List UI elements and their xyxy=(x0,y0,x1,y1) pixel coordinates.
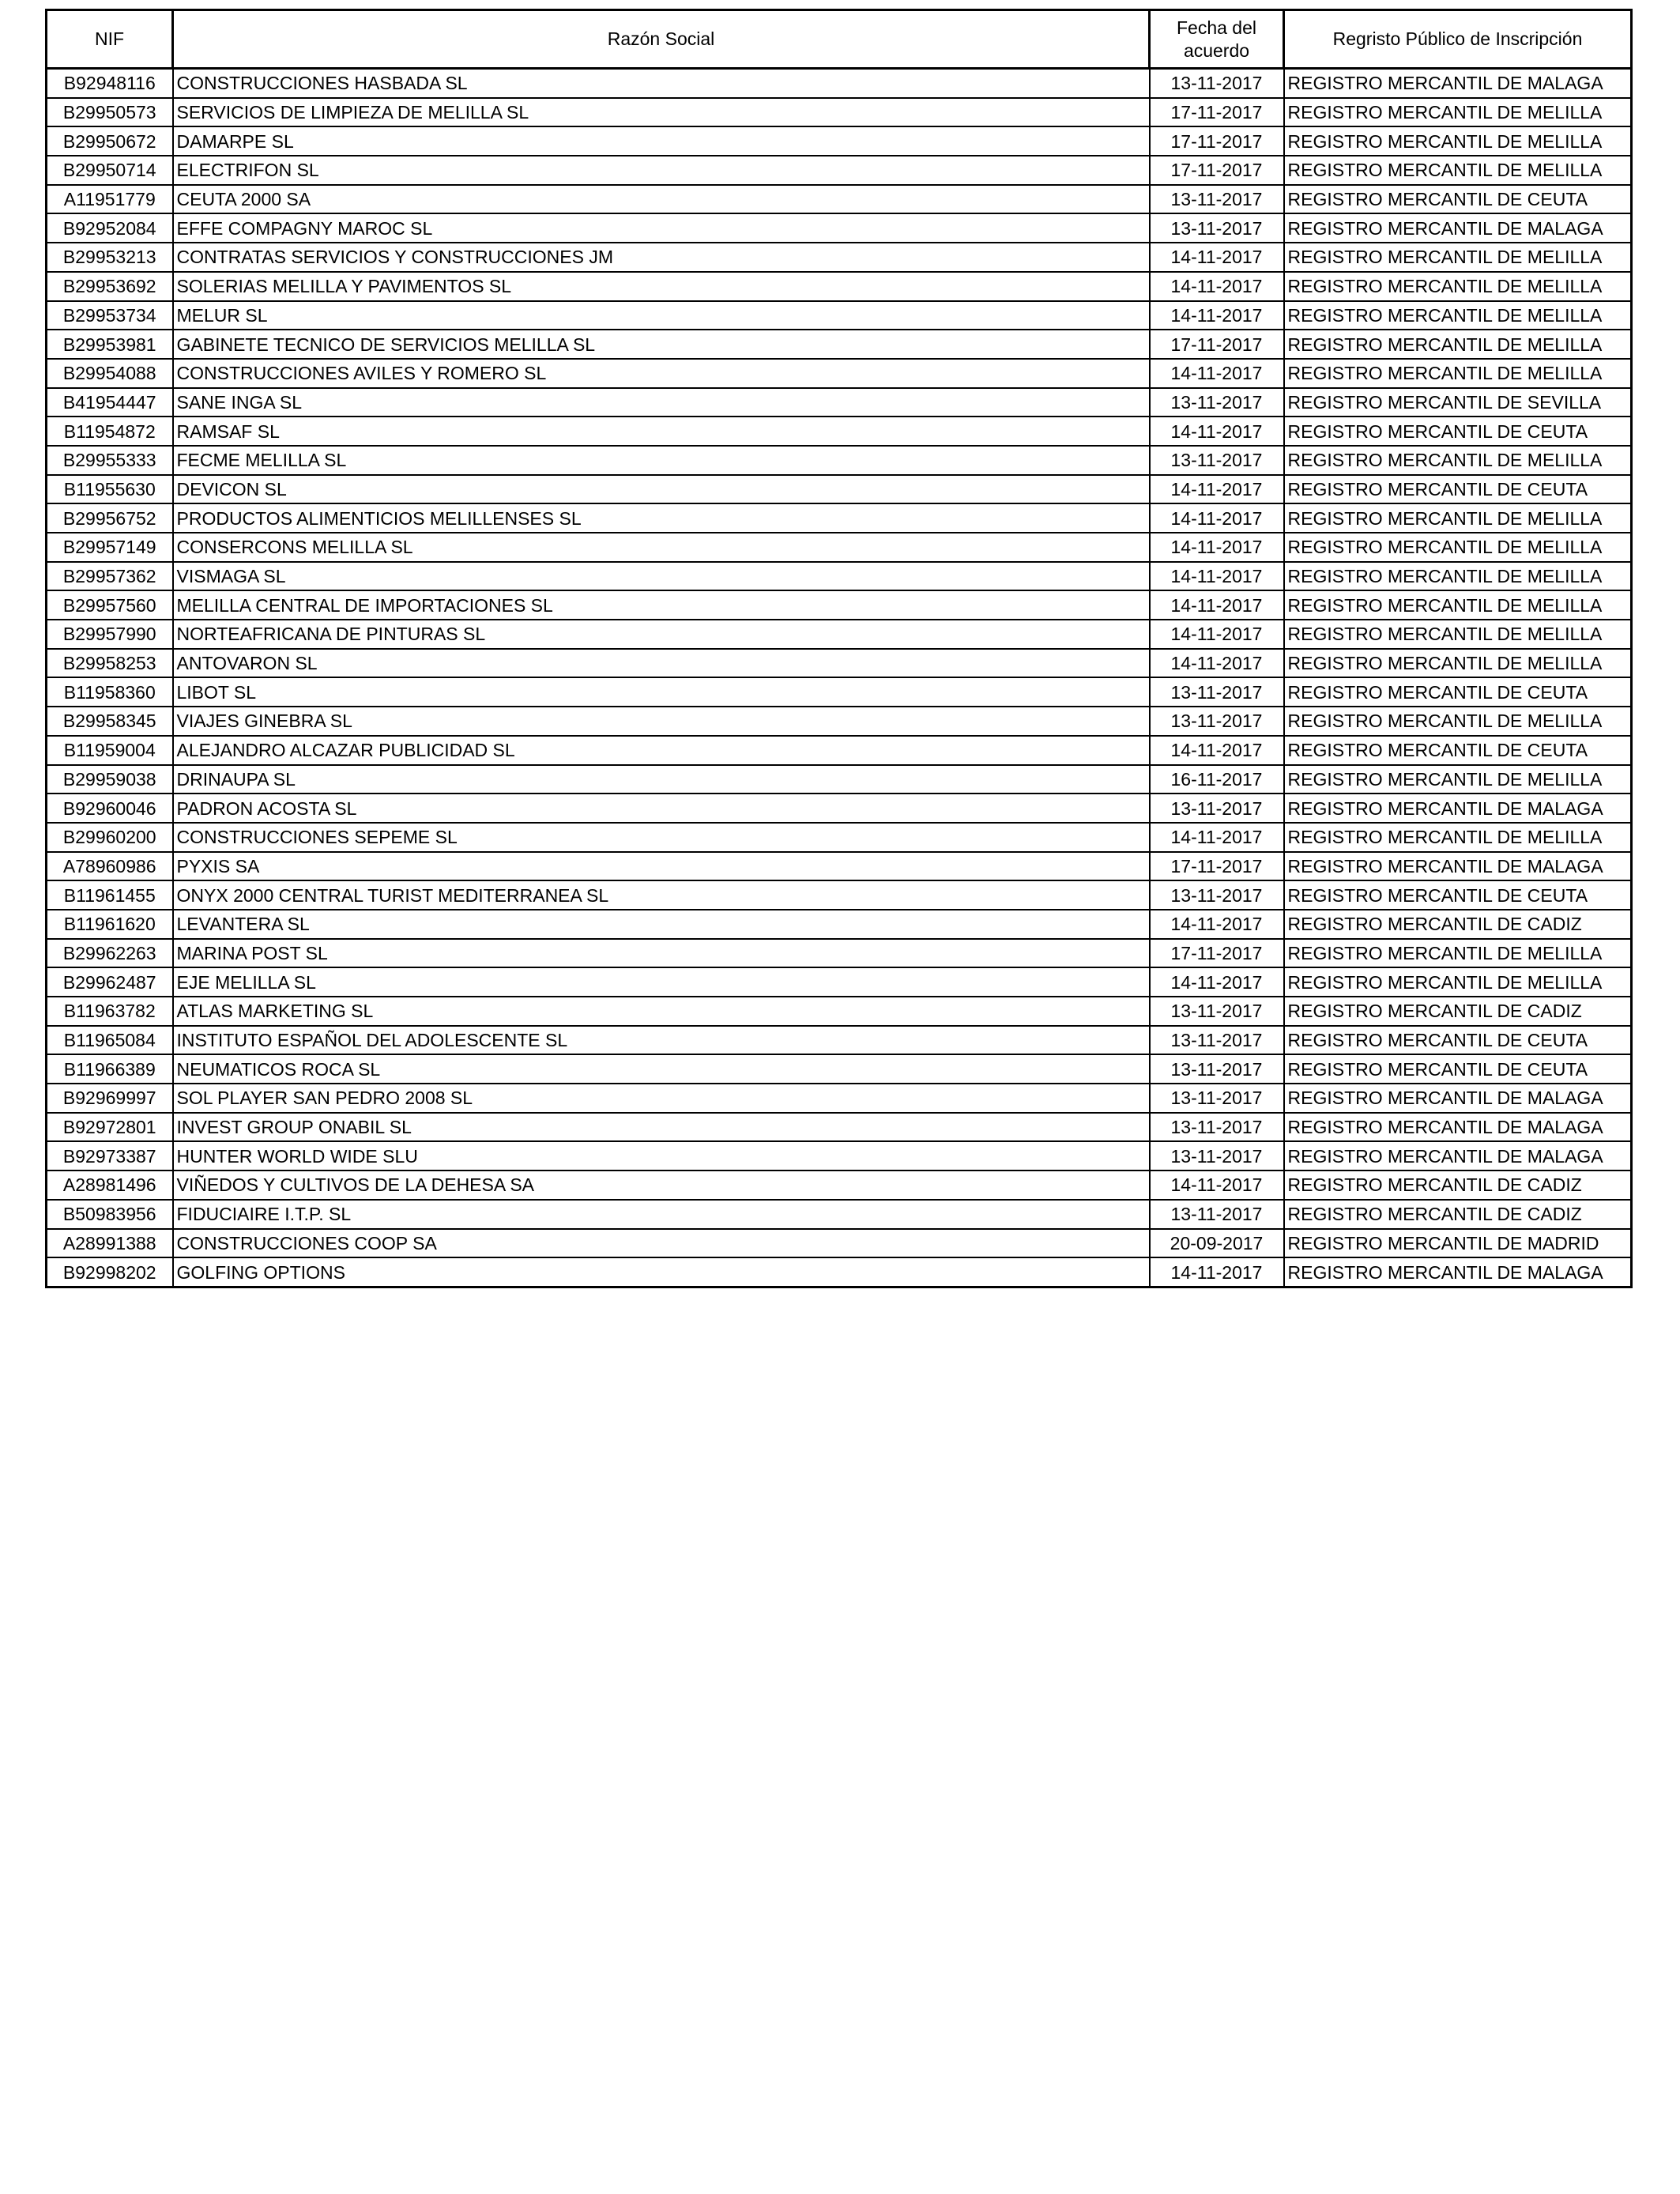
cell-razon-social: CONSTRUCCIONES HASBADA SL xyxy=(173,69,1150,98)
table-row xyxy=(47,794,1632,823)
cell-registro-publico: REGISTRO MERCANTIL DE MELILLA xyxy=(1284,620,1632,649)
cell-fecha-acuerdo: 13-11-2017 xyxy=(1150,388,1284,417)
cell-nif: B29950714 xyxy=(47,156,173,185)
cell-fecha-acuerdo: 14-11-2017 xyxy=(1150,1257,1284,1287)
cell-razon-social: EJE MELILLA SL xyxy=(173,967,1150,997)
table-body xyxy=(47,69,1632,1287)
table-row xyxy=(47,185,1632,214)
cell-fecha-acuerdo: 13-11-2017 xyxy=(1150,1113,1284,1142)
cell-nif: B92960046 xyxy=(47,794,173,823)
cell-registro-publico: REGISTRO MERCANTIL DE MELILLA xyxy=(1284,765,1632,794)
cell-nif: B41954447 xyxy=(47,388,173,417)
cell-fecha-acuerdo: 17-11-2017 xyxy=(1150,156,1284,185)
cell-registro-publico: REGISTRO MERCANTIL DE MALAGA xyxy=(1284,69,1632,98)
cell-razon-social: SOL PLAYER SAN PEDRO 2008 SL xyxy=(173,1084,1150,1113)
cell-registro-publico: REGISTRO MERCANTIL DE CEUTA xyxy=(1284,736,1632,765)
cell-fecha-acuerdo: 13-11-2017 xyxy=(1150,707,1284,736)
cell-razon-social: DRINAUPA SL xyxy=(173,765,1150,794)
table-row xyxy=(47,446,1632,475)
cell-razon-social: FIDUCIAIRE I.T.P. SL xyxy=(173,1200,1150,1229)
cell-registro-publico: REGISTRO MERCANTIL DE MELILLA xyxy=(1284,98,1632,127)
cell-registro-publico: REGISTRO MERCANTIL DE MELILLA xyxy=(1284,272,1632,301)
cell-registro-publico: REGISTRO MERCANTIL DE MELILLA xyxy=(1284,707,1632,736)
cell-fecha-acuerdo: 17-11-2017 xyxy=(1150,98,1284,127)
cell-razon-social: LIBOT SL xyxy=(173,677,1150,707)
table-row xyxy=(47,852,1632,881)
cell-razon-social: PRODUCTOS ALIMENTICIOS MELILLENSES SL xyxy=(173,503,1150,533)
cell-nif: B29958253 xyxy=(47,649,173,678)
cell-fecha-acuerdo: 14-11-2017 xyxy=(1150,359,1284,388)
cell-fecha-acuerdo: 13-11-2017 xyxy=(1150,1141,1284,1171)
table-row xyxy=(47,997,1632,1026)
cell-registro-publico: REGISTRO MERCANTIL DE MELILLA xyxy=(1284,126,1632,156)
cell-nif: B29960200 xyxy=(47,823,173,852)
cell-fecha-acuerdo: 13-11-2017 xyxy=(1150,1054,1284,1084)
cell-fecha-acuerdo: 14-11-2017 xyxy=(1150,620,1284,649)
cell-nif: A28981496 xyxy=(47,1171,173,1200)
cell-nif: B29957560 xyxy=(47,590,173,620)
cell-registro-publico: REGISTRO MERCANTIL DE CADIZ xyxy=(1284,997,1632,1026)
cell-razon-social: ELECTRIFON SL xyxy=(173,156,1150,185)
cell-registro-publico: REGISTRO MERCANTIL DE MALAGA xyxy=(1284,1084,1632,1113)
cell-nif: B92952084 xyxy=(47,213,173,243)
cell-registro-publico: REGISTRO MERCANTIL DE MELILLA xyxy=(1284,533,1632,562)
table-row xyxy=(47,533,1632,562)
table-row xyxy=(47,1257,1632,1287)
cell-nif: B92948116 xyxy=(47,69,173,98)
table-row xyxy=(47,736,1632,765)
cell-fecha-acuerdo: 14-11-2017 xyxy=(1150,562,1284,591)
cell-nif: B50983956 xyxy=(47,1200,173,1229)
cell-razon-social: INVEST GROUP ONABIL SL xyxy=(173,1113,1150,1142)
cell-fecha-acuerdo: 13-11-2017 xyxy=(1150,213,1284,243)
cell-registro-publico: REGISTRO MERCANTIL DE MALAGA xyxy=(1284,1113,1632,1142)
cell-fecha-acuerdo: 13-11-2017 xyxy=(1150,446,1284,475)
cell-nif: A78960986 xyxy=(47,852,173,881)
table-row xyxy=(47,707,1632,736)
cell-nif: B92969997 xyxy=(47,1084,173,1113)
table-row xyxy=(47,1026,1632,1055)
table-row xyxy=(47,213,1632,243)
cell-nif: B11954872 xyxy=(47,417,173,446)
cell-fecha-acuerdo: 13-11-2017 xyxy=(1150,880,1284,910)
cell-razon-social: ANTOVARON SL xyxy=(173,649,1150,678)
table-row xyxy=(47,330,1632,359)
cell-razon-social: DEVICON SL xyxy=(173,475,1150,504)
table-row xyxy=(47,503,1632,533)
table-row xyxy=(47,1200,1632,1229)
cell-fecha-acuerdo: 14-11-2017 xyxy=(1150,590,1284,620)
cell-razon-social: MARINA POST SL xyxy=(173,939,1150,968)
header-row xyxy=(47,10,1632,69)
cell-fecha-acuerdo: 14-11-2017 xyxy=(1150,417,1284,446)
cell-fecha-acuerdo: 14-11-2017 xyxy=(1150,1171,1284,1200)
cell-razon-social: GOLFING OPTIONS xyxy=(173,1257,1150,1287)
header-fecha-line2: acuerdo xyxy=(1183,40,1250,61)
cell-razon-social: EFFE COMPAGNY MAROC SL xyxy=(173,213,1150,243)
cell-fecha-acuerdo: 14-11-2017 xyxy=(1150,736,1284,765)
table-row xyxy=(47,359,1632,388)
cell-fecha-acuerdo: 17-11-2017 xyxy=(1150,126,1284,156)
table-row xyxy=(47,272,1632,301)
table-row xyxy=(47,967,1632,997)
cell-nif: B29957362 xyxy=(47,562,173,591)
table-row xyxy=(47,677,1632,707)
cell-razon-social: CONTRATAS SERVICIOS Y CONSTRUCCIONES JM xyxy=(173,243,1150,272)
cell-registro-publico: REGISTRO MERCANTIL DE MALAGA xyxy=(1284,213,1632,243)
cell-nif: B29958345 xyxy=(47,707,173,736)
cell-razon-social: FECME MELILLA SL xyxy=(173,446,1150,475)
cell-fecha-acuerdo: 17-11-2017 xyxy=(1150,852,1284,881)
cell-nif: B29953734 xyxy=(47,301,173,330)
cell-fecha-acuerdo: 14-11-2017 xyxy=(1150,301,1284,330)
cell-registro-publico: REGISTRO MERCANTIL DE CEUTA xyxy=(1284,1026,1632,1055)
cell-razon-social: GABINETE TECNICO DE SERVICIOS MELILLA SL xyxy=(173,330,1150,359)
cell-razon-social: CONSTRUCCIONES AVILES Y ROMERO SL xyxy=(173,359,1150,388)
cell-nif: B11965084 xyxy=(47,1026,173,1055)
cell-razon-social: CEUTA 2000 SA xyxy=(173,185,1150,214)
cell-nif: B92972801 xyxy=(47,1113,173,1142)
cell-registro-publico: REGISTRO MERCANTIL DE MELILLA xyxy=(1284,330,1632,359)
cell-nif: B29959038 xyxy=(47,765,173,794)
cell-razon-social: PADRON ACOSTA SL xyxy=(173,794,1150,823)
cell-razon-social: VIAJES GINEBRA SL xyxy=(173,707,1150,736)
cell-registro-publico: REGISTRO MERCANTIL DE MALAGA xyxy=(1284,1141,1632,1171)
cell-registro-publico: REGISTRO MERCANTIL DE MELILLA xyxy=(1284,649,1632,678)
cell-fecha-acuerdo: 17-11-2017 xyxy=(1150,939,1284,968)
cell-nif: B29962487 xyxy=(47,967,173,997)
cell-fecha-acuerdo: 17-11-2017 xyxy=(1150,330,1284,359)
cell-registro-publico: REGISTRO MERCANTIL DE MALAGA xyxy=(1284,852,1632,881)
cell-fecha-acuerdo: 13-11-2017 xyxy=(1150,185,1284,214)
cell-fecha-acuerdo: 13-11-2017 xyxy=(1150,1200,1284,1229)
cell-fecha-acuerdo: 20-09-2017 xyxy=(1150,1229,1284,1258)
cell-razon-social: MELUR SL xyxy=(173,301,1150,330)
cell-fecha-acuerdo: 14-11-2017 xyxy=(1150,533,1284,562)
cell-registro-publico: REGISTRO MERCANTIL DE CEUTA xyxy=(1284,677,1632,707)
cell-registro-publico: REGISTRO MERCANTIL DE CEUTA xyxy=(1284,417,1632,446)
cell-nif: B29950573 xyxy=(47,98,173,127)
cell-registro-publico: REGISTRO MERCANTIL DE CADIZ xyxy=(1284,1171,1632,1200)
cell-registro-publico: REGISTRO MERCANTIL DE MELILLA xyxy=(1284,301,1632,330)
cell-registro-publico: REGISTRO MERCANTIL DE CEUTA xyxy=(1284,880,1632,910)
table-row xyxy=(47,156,1632,185)
table-row xyxy=(47,765,1632,794)
table-row xyxy=(47,1084,1632,1113)
cell-razon-social: LEVANTERA SL xyxy=(173,910,1150,939)
cell-razon-social: ONYX 2000 CENTRAL TURIST MEDITERRANEA SL xyxy=(173,880,1150,910)
cell-fecha-acuerdo: 13-11-2017 xyxy=(1150,69,1284,98)
table-row xyxy=(47,69,1632,98)
cell-nif: B29957149 xyxy=(47,533,173,562)
cell-nif: B29956752 xyxy=(47,503,173,533)
cell-fecha-acuerdo: 13-11-2017 xyxy=(1150,677,1284,707)
cell-razon-social: DAMARPE SL xyxy=(173,126,1150,156)
table-row xyxy=(47,243,1632,272)
cell-razon-social: NEUMATICOS ROCA SL xyxy=(173,1054,1150,1084)
cell-razon-social: MELILLA CENTRAL DE IMPORTACIONES SL xyxy=(173,590,1150,620)
cell-nif: B29954088 xyxy=(47,359,173,388)
table-row xyxy=(47,388,1632,417)
table-row xyxy=(47,939,1632,968)
table-row xyxy=(47,1171,1632,1200)
table-row xyxy=(47,880,1632,910)
cell-razon-social: NORTEAFRICANA DE PINTURAS SL xyxy=(173,620,1150,649)
cell-fecha-acuerdo: 14-11-2017 xyxy=(1150,910,1284,939)
cell-fecha-acuerdo: 14-11-2017 xyxy=(1150,475,1284,504)
header-razon-social: Razón Social xyxy=(173,10,1150,69)
cell-fecha-acuerdo: 13-11-2017 xyxy=(1150,1026,1284,1055)
cell-registro-publico: REGISTRO MERCANTIL DE MELILLA xyxy=(1284,243,1632,272)
table-row xyxy=(47,1229,1632,1258)
cell-fecha-acuerdo: 13-11-2017 xyxy=(1150,794,1284,823)
cell-registro-publico: REGISTRO MERCANTIL DE CADIZ xyxy=(1284,1200,1632,1229)
cell-nif: B29953692 xyxy=(47,272,173,301)
table-row xyxy=(47,620,1632,649)
table-row xyxy=(47,475,1632,504)
cell-nif: B29962263 xyxy=(47,939,173,968)
cell-nif: B29950672 xyxy=(47,126,173,156)
cell-nif: B11959004 xyxy=(47,736,173,765)
cell-fecha-acuerdo: 13-11-2017 xyxy=(1150,997,1284,1026)
cell-registro-publico: REGISTRO MERCANTIL DE MELILLA xyxy=(1284,939,1632,968)
cell-registro-publico: REGISTRO MERCANTIL DE MELILLA xyxy=(1284,359,1632,388)
cell-razon-social: SERVICIOS DE LIMPIEZA DE MELILLA SL xyxy=(173,98,1150,127)
cell-razon-social: INSTITUTO ESPAÑOL DEL ADOLESCENTE SL xyxy=(173,1026,1150,1055)
cell-registro-publico: REGISTRO MERCANTIL DE CEUTA xyxy=(1284,1054,1632,1084)
table-row xyxy=(47,649,1632,678)
cell-registro-publico: REGISTRO MERCANTIL DE CADIZ xyxy=(1284,910,1632,939)
cell-razon-social: RAMSAF SL xyxy=(173,417,1150,446)
cell-registro-publico: REGISTRO MERCANTIL DE SEVILLA xyxy=(1284,388,1632,417)
cell-nif: B29955333 xyxy=(47,446,173,475)
table-row xyxy=(47,910,1632,939)
cell-registro-publico: REGISTRO MERCANTIL DE MELILLA xyxy=(1284,967,1632,997)
cell-razon-social: CONSTRUCCIONES SEPEME SL xyxy=(173,823,1150,852)
cell-registro-publico: REGISTRO MERCANTIL DE MELILLA xyxy=(1284,446,1632,475)
cell-razon-social: CONSERCONS MELILLA SL xyxy=(173,533,1150,562)
table-row xyxy=(47,126,1632,156)
cell-razon-social: SANE INGA SL xyxy=(173,388,1150,417)
header-fecha-acuerdo xyxy=(1150,10,1284,69)
cell-nif: B11963782 xyxy=(47,997,173,1026)
cell-fecha-acuerdo: 16-11-2017 xyxy=(1150,765,1284,794)
cell-fecha-acuerdo: 13-11-2017 xyxy=(1150,1084,1284,1113)
header-nif: NIF xyxy=(47,10,173,69)
table-row xyxy=(47,417,1632,446)
cell-registro-publico: REGISTRO MERCANTIL DE CEUTA xyxy=(1284,475,1632,504)
table-row xyxy=(47,590,1632,620)
table-row xyxy=(47,98,1632,127)
table-row xyxy=(47,823,1632,852)
cell-nif: B92998202 xyxy=(47,1257,173,1287)
cell-fecha-acuerdo: 14-11-2017 xyxy=(1150,823,1284,852)
cell-razon-social: SOLERIAS MELILLA Y PAVIMENTOS SL xyxy=(173,272,1150,301)
cell-razon-social: CONSTRUCCIONES COOP SA xyxy=(173,1229,1150,1258)
cell-registro-publico: REGISTRO MERCANTIL DE MALAGA xyxy=(1284,1257,1632,1287)
cell-registro-publico: REGISTRO MERCANTIL DE MELILLA xyxy=(1284,590,1632,620)
cell-fecha-acuerdo: 14-11-2017 xyxy=(1150,503,1284,533)
cell-fecha-acuerdo: 14-11-2017 xyxy=(1150,649,1284,678)
cell-nif: B29953981 xyxy=(47,330,173,359)
cell-nif: A28991388 xyxy=(47,1229,173,1258)
cell-registro-publico: REGISTRO MERCANTIL DE MADRID xyxy=(1284,1229,1632,1258)
table-row xyxy=(47,1141,1632,1171)
table-row xyxy=(47,1113,1632,1142)
cell-nif: A11951779 xyxy=(47,185,173,214)
cell-fecha-acuerdo: 14-11-2017 xyxy=(1150,243,1284,272)
cell-razon-social: ATLAS MARKETING SL xyxy=(173,997,1150,1026)
table-header xyxy=(47,10,1632,69)
cell-razon-social: HUNTER WORLD WIDE SLU xyxy=(173,1141,1150,1171)
table-row xyxy=(47,1054,1632,1084)
cell-fecha-acuerdo: 14-11-2017 xyxy=(1150,967,1284,997)
cell-fecha-acuerdo: 14-11-2017 xyxy=(1150,272,1284,301)
cell-nif: B11958360 xyxy=(47,677,173,707)
cell-razon-social: PYXIS SA xyxy=(173,852,1150,881)
cell-registro-publico: REGISTRO MERCANTIL DE MELILLA xyxy=(1284,503,1632,533)
cell-nif: B29953213 xyxy=(47,243,173,272)
header-fecha-line1: Fecha del xyxy=(1176,17,1256,38)
cell-registro-publico: REGISTRO MERCANTIL DE MELILLA xyxy=(1284,156,1632,185)
cell-nif: B11966389 xyxy=(47,1054,173,1084)
header-registro-publico: Regristo Público de Inscripción xyxy=(1284,10,1632,69)
cell-registro-publico: REGISTRO MERCANTIL DE MELILLA xyxy=(1284,562,1632,591)
cell-registro-publico: REGISTRO MERCANTIL DE CEUTA xyxy=(1284,185,1632,214)
registry-table xyxy=(45,9,1633,1288)
cell-razon-social: ALEJANDRO ALCAZAR PUBLICIDAD SL xyxy=(173,736,1150,765)
cell-nif: B11961455 xyxy=(47,880,173,910)
cell-registro-publico: REGISTRO MERCANTIL DE MALAGA xyxy=(1284,794,1632,823)
cell-nif: B11961620 xyxy=(47,910,173,939)
cell-razon-social: VISMAGA SL xyxy=(173,562,1150,591)
cell-nif: B92973387 xyxy=(47,1141,173,1171)
cell-nif: B11955630 xyxy=(47,475,173,504)
cell-registro-publico: REGISTRO MERCANTIL DE MELILLA xyxy=(1284,823,1632,852)
cell-razon-social: VIÑEDOS Y CULTIVOS DE LA DEHESA SA xyxy=(173,1171,1150,1200)
cell-nif: B29957990 xyxy=(47,620,173,649)
table-row xyxy=(47,301,1632,330)
table-row xyxy=(47,562,1632,591)
